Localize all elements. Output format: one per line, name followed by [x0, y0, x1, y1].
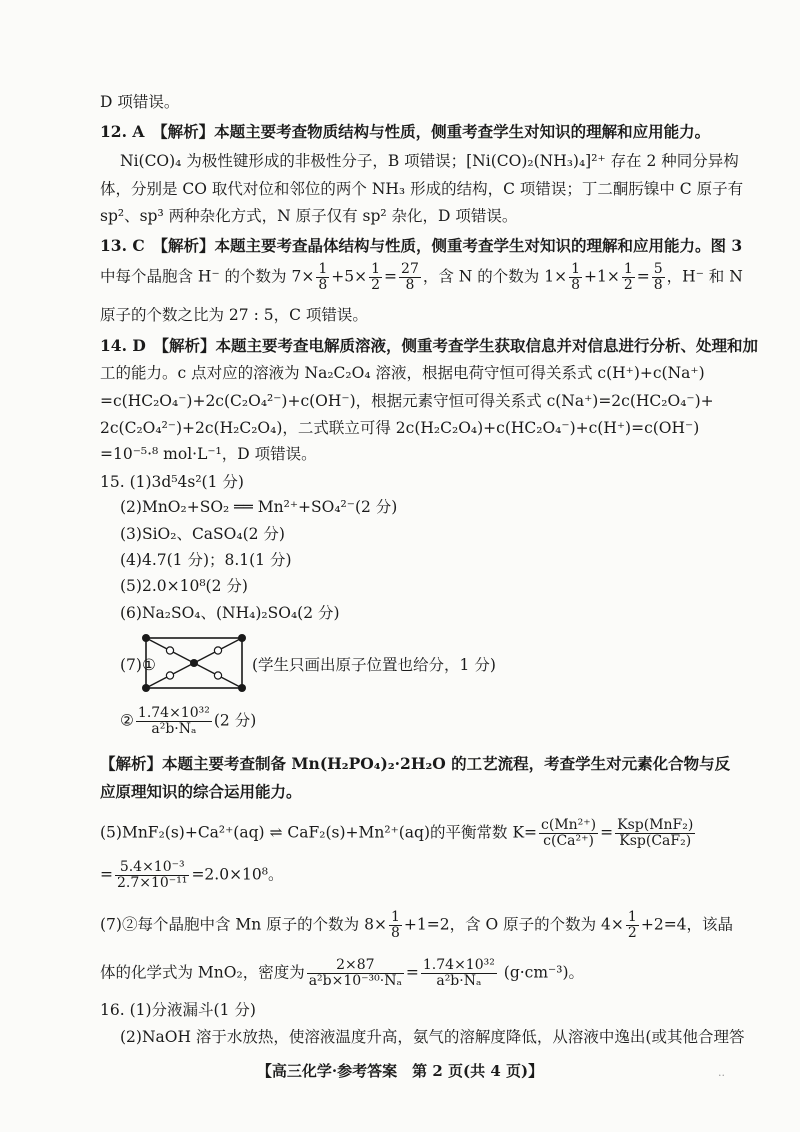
numerator: Ksp(MnF₂): [617, 817, 694, 833]
denominator: a²b·Nₐ: [436, 973, 482, 989]
q15-part-4: (4)4.7(1 分)；8.1(1 分): [120, 551, 292, 569]
denominator: Ksp(CaF₂): [619, 833, 692, 849]
o-atom: [166, 647, 173, 654]
denominator: 8: [571, 277, 580, 293]
numerator: 1.74×10³²: [422, 957, 495, 973]
a7-text-a: (7)②每个晶胞中含 Mn 原子的个数为 8×: [100, 915, 387, 934]
o-atom: [214, 672, 221, 679]
a5-text: (5)MnF₂(s)+Ca²⁺(aq) ⇌ CaF₂(s)+Mn²⁺(aq)的平衡常数 K=: [100, 823, 538, 842]
q15-7b-score: (2 分): [213, 711, 257, 730]
line-d-error: D 项错误。: [100, 93, 180, 111]
denominator: c(Ca²⁺): [543, 833, 594, 849]
numerator: 1: [318, 261, 328, 277]
q16-part-1: 16. (1)分液漏斗(1 分): [100, 1001, 256, 1019]
numerator: 1: [571, 261, 580, 277]
q13-text-d: ，含 N 的个数为 1×: [422, 267, 568, 286]
fraction: [622, 262, 635, 293]
analysis-7-line: [100, 910, 733, 941]
analysis-heading: 【解析】本题主要考查制备 Mn(H₂PO₄)₂·2H₂O 的工艺流程，考查学生对元素化合物与反: [100, 754, 731, 773]
a7b-text: 体的化学式为 MnO₂，密度为: [100, 963, 305, 982]
denominator: 2: [627, 925, 637, 941]
numerator: 5.4×10⁻³: [115, 860, 189, 876]
a7b-equals: =: [405, 963, 419, 982]
q15-part-7-note: (学生只画出原子位置也给分，1 分): [252, 656, 496, 674]
numerator: 27: [401, 261, 419, 277]
page-footer: 【高三化学·参考答案 第 2 页(共 4 页)】: [256, 1062, 544, 1080]
mn-atom: [142, 634, 150, 642]
analysis-7-density: [100, 958, 584, 989]
numerator: 5: [653, 261, 663, 277]
q14-text-3: 2c(C₂O₄²⁻)+2c(H₂C₂O₄)，二式联立可得 2c(H₂C₂O₄)+c(HC₂O₄⁻)+c(H⁺)=c(OH⁻): [100, 419, 700, 437]
fraction: [421, 958, 497, 989]
mn-atom: [238, 684, 246, 692]
q13-text-g: ，H⁻ 和 N: [666, 267, 743, 286]
numerator: 1: [390, 909, 400, 925]
denominator: a²b·Nₐ: [151, 721, 197, 737]
q13-text-f: =: [636, 267, 650, 286]
q12-heading: 12. A 【解析】本题主要考查物质结构与性质，侧重考查学生对知识的理解和应用能力。: [100, 122, 711, 141]
q15-part-1: 15. (1)3d⁵4s²(1 分): [100, 473, 244, 491]
fraction: [316, 262, 329, 293]
q15-part-7-density: [120, 706, 256, 737]
fraction: [539, 818, 598, 849]
analysis-text: 应原理知识的综合运用能力。: [100, 782, 302, 801]
numerator: 2×87: [307, 958, 404, 974]
fraction: [389, 910, 402, 941]
fraction: [652, 262, 665, 293]
denominator: 8: [318, 277, 328, 293]
numerator: 1: [627, 909, 637, 925]
denominator: 2: [371, 277, 381, 293]
crystal-cell-diagram: [142, 634, 246, 692]
q13-heading: 13. C 【解析】本题主要考查晶体结构与性质，侧重考查学生对知识的理解和应用能力。图 3: [100, 236, 743, 255]
q13-formula-line: [100, 262, 743, 293]
mn-atom: [190, 659, 198, 667]
fraction: [569, 262, 582, 293]
o-atom: [166, 672, 173, 679]
q12-text-2: 体，分别是 CO 取代对位和邻位的两个 NH₃ 形成的结构，C 项错误；丁二酮肟镍中 C 原子有: [100, 180, 744, 198]
fraction: [399, 262, 421, 293]
q16-part-2: (2)NaOH 溶于水放热，使溶液温度升高，氨气的溶解度降低，从溶液中逸出(或其他合理答: [120, 1028, 745, 1046]
q13-text-e: +1×: [583, 267, 620, 286]
a5b-result: =2.0×10⁸。: [191, 865, 284, 884]
o-atom: [214, 647, 221, 654]
q15-part-3: (3)SiO₂、CaSO₄(2 分): [120, 525, 285, 543]
a5-equals: =: [600, 823, 614, 842]
numerator: 1: [623, 261, 633, 277]
a7-text-b: +1=2，含 O 原子的个数为 4×: [403, 915, 624, 934]
fraction: [136, 706, 212, 737]
analysis-5-result: [100, 860, 284, 891]
corner-mark: ..: [718, 1066, 725, 1079]
q14-text-2: =c(HC₂O₄⁻)+2c(C₂O₄²⁻)+c(OH⁻)，根据元素守恒可得关系式 c(Na⁺)=2c(HC₂O₄⁻)+: [100, 392, 714, 410]
a7-text-c: +2=4，该晶: [640, 915, 734, 934]
denominator: 8: [405, 277, 415, 293]
q12-text-1: Ni(CO)₄ 为极性键形成的非极性分子，B 项错误；[Ni(CO)₂(NH₃)₄]²⁺ 存在 2 种同分异构: [120, 152, 739, 170]
fraction: [307, 958, 404, 989]
q15-part-5: (5)2.0×10⁸(2 分): [120, 577, 248, 595]
denominator: 2.7×10⁻¹¹: [117, 875, 188, 891]
q14-heading: 14. D 【解析】本题主要考查电解质溶液，侧重考查学生获取信息并对信息进行分析、处理和加: [100, 336, 759, 355]
fraction: [115, 860, 189, 891]
mn-atom: [142, 684, 150, 692]
a5b-equals: =: [100, 865, 113, 884]
numerator: 1.74×10³²: [137, 705, 210, 721]
mn-atom: [238, 634, 246, 642]
denominator: 8: [390, 925, 400, 941]
q13-text-c: =: [384, 267, 398, 286]
q13-text-3: 原子的个数之比为 27 : 5，C 项错误。: [100, 306, 368, 324]
q12-text-3: sp²、sp³ 两种杂化方式，N 原子仅有 sp² 杂化，D 项错误。: [100, 207, 518, 225]
q13-text-b: +5×: [331, 267, 368, 286]
analysis-5-line: [100, 818, 697, 849]
fraction: [626, 910, 639, 941]
denominator: 8: [653, 277, 663, 293]
q15-part-6: (6)Na₂SO₄、(NH₄)₂SO₄(2 分): [120, 604, 340, 622]
numerator: c(Mn²⁺): [541, 817, 597, 833]
q13-text-a: 中每个晶胞含 H⁻ 的个数为 7×: [100, 267, 315, 286]
q15-part-2: (2)MnO₂+SO₂ ══ Mn²⁺+SO₄²⁻(2 分): [120, 498, 398, 516]
q15-part-7-label: (7)①: [120, 656, 156, 674]
fraction: [369, 262, 382, 293]
a7b-unit: (g·cm⁻³)。: [498, 963, 584, 982]
q14-text-4: =10⁻⁵·⁸ mol·L⁻¹，D 项错误。: [100, 445, 317, 463]
numerator: 1: [371, 261, 381, 277]
q15-7b-label: ②: [120, 711, 134, 730]
q14-text-1: 工的能力。c 点对应的溶液为 Na₂C₂O₄ 溶液，根据电荷守恒可得关系式 c(H⁺)+c(Na⁺): [100, 364, 705, 382]
denominator: a²b×10⁻³⁰·Nₐ: [308, 973, 402, 989]
denominator: 2: [623, 277, 633, 293]
fraction: [615, 818, 695, 849]
